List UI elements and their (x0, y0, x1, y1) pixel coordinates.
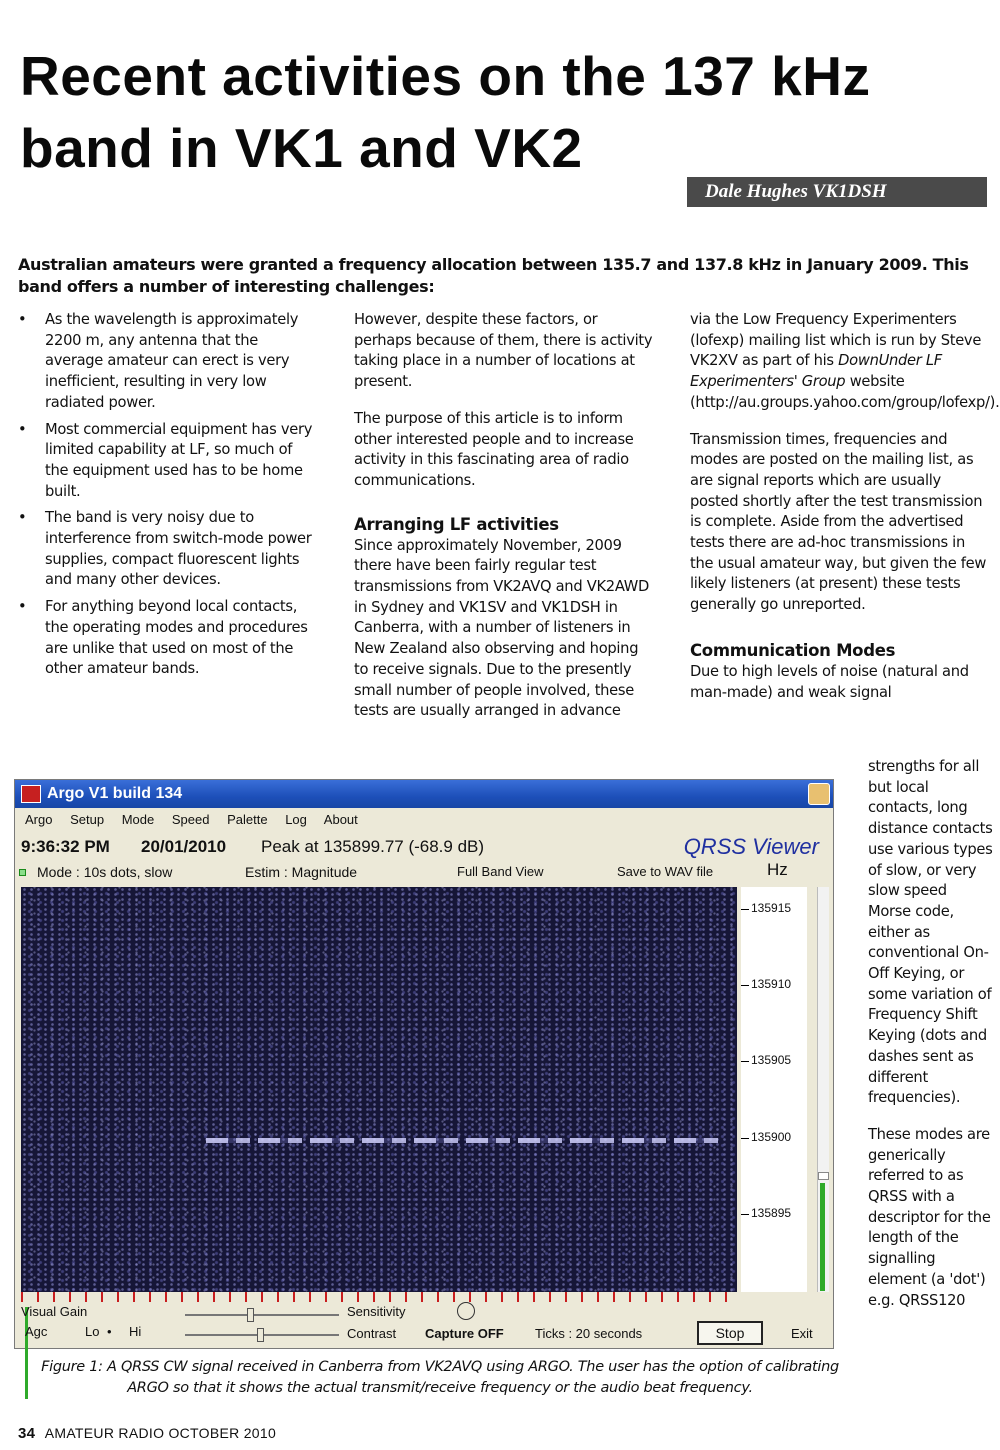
save-wav-button[interactable]: Save to WAV file (617, 864, 714, 879)
hz-unit-label: Hz (767, 860, 788, 879)
bullet-text: As the wavelength is approximately 2200 m, any antenna that the average amateur can erect is very inefficient, resulting in very low radiated power. (45, 311, 299, 411)
text-run: via the Low Frequency Experimenters (lofexp) mailing list which is run by Steve VK2XV as part of his (690, 311, 982, 370)
challenges-list (18, 310, 318, 680)
title-line-1: Recent activities on the 137 kHz (20, 45, 871, 107)
contrast-slider[interactable] (185, 1334, 339, 1336)
list-item (18, 597, 318, 680)
section-heading-arranging: Arranging LF activities (354, 514, 559, 534)
status-indicator-icon (19, 869, 26, 876)
list-item (18, 508, 318, 591)
clock-time: 9:36:32 PM (21, 837, 110, 856)
section-heading-modes: Communication Modes (690, 640, 896, 660)
estim-readout: Estim : Magnitude (245, 864, 358, 880)
qrss-viewer-logo: QRSS Viewer (683, 834, 819, 859)
text-run: website (http://au.groups.yahoo.com/group/lofexp/). (690, 373, 1000, 411)
bullet-icon: • (18, 509, 27, 527)
frequency-scale (741, 887, 807, 1292)
paragraph (690, 310, 1000, 414)
article-title (20, 40, 990, 184)
menu-log[interactable]: Log (285, 812, 307, 827)
menu-argo[interactable]: Argo (25, 812, 53, 827)
paragraph: These modes are generically referred to as QRSS with a descriptor for the length of the signalling element (a 'dot') e.g. QRSS120 (868, 1125, 991, 1309)
menu-setup[interactable]: Setup (70, 812, 105, 827)
paragraph: Due to high levels of noise (natural and man-made) and weak signal (690, 662, 969, 701)
slider-knob[interactable] (247, 1308, 254, 1322)
mode-readout: Mode : 10s dots, slow (37, 864, 173, 880)
scale-tick (741, 985, 749, 986)
paragraph: However, despite these factors, or perhaps because of them, there is activity taking place in a number of locations at present. (354, 311, 653, 391)
slider-knob[interactable] (257, 1328, 264, 1342)
freq-label: 135910 (751, 977, 792, 991)
page-number: 34 (18, 1425, 36, 1442)
agc-lo-option[interactable]: Lo (85, 1324, 100, 1339)
column-1 (18, 310, 318, 686)
peak-readout: Peak at 135899.77 (-68.9 dB) (261, 837, 485, 856)
bullet-icon: • (18, 420, 27, 438)
argo-window (14, 779, 834, 1349)
freq-label: 135900 (751, 1130, 792, 1144)
column-2 (354, 310, 654, 738)
column-3 (690, 310, 1000, 719)
capture-status[interactable]: Capture OFF (425, 1326, 504, 1341)
scale-tick (741, 909, 749, 910)
agc-hi-option[interactable]: Hi (129, 1324, 142, 1339)
close-icon[interactable] (808, 783, 830, 805)
clock-date: 20/01/2010 (141, 837, 227, 856)
time-tick-marks (21, 1292, 737, 1302)
bullet-text: For anything beyond local contacts, the operating modes and procedures are unlike that used on most of the other amateur bands. (45, 598, 308, 678)
vertical-scrollbar[interactable] (817, 887, 829, 1292)
list-item (18, 310, 318, 414)
sensitivity-label: Sensitivity (347, 1304, 406, 1319)
argo-titlebar[interactable] (15, 780, 833, 808)
bullet-text: The band is very noisy due to interference from switch-mode power supplies, compact fluorescent lights and many other devices. (45, 509, 312, 589)
author-byline: Dale Hughes VK1DSH (687, 177, 987, 207)
paragraph: Transmission times, frequencies and modes are posted on the mailing list, as are signal reports which are usually posted shortly after the test transmission is complete. Aside from the advertised tests there are ad-hoc transmissions in the usual amateur way, but given the few likely listeners (at present) these tests generally go unreported. (690, 430, 987, 614)
scale-tick (741, 1138, 749, 1139)
menu-about[interactable]: About (323, 812, 358, 827)
freq-label: 135915 (751, 901, 792, 915)
argo-controls (15, 1302, 835, 1350)
list-item (18, 420, 318, 503)
radio-dot-icon: • (107, 1324, 112, 1339)
qrss-signal-trace (206, 1138, 721, 1143)
paragraph: Since approximately November, 2009 there have been fairly regular test transmissions from VK2AVQ and VK2AWD in Sydney and VK1SV and VK1DSH in Canberra, with a number of listeners in New Zealand also observing and hoping to receive signals. Due to the presently small number of people involved, these tests are usually arranged in advance (354, 536, 650, 720)
argo-window-title: Argo V1 build 134 (47, 785, 183, 802)
signal-level-bar (820, 1183, 825, 1291)
spectrogram-waterfall (21, 887, 737, 1292)
paragraph: The purpose of this article is to inform other interested people and to increase activity in this fascinating area of radio communications. (354, 409, 634, 489)
ticks-readout: Ticks : 20 seconds (535, 1326, 643, 1341)
scale-tick (741, 1214, 749, 1215)
intro-paragraph: Australian amateurs were granted a frequency allocation between 135.7 and 137.8 kHz in January 2009. This band offers a number of interesting challenges: (18, 255, 969, 296)
full-band-view-button[interactable]: Full Band View (457, 864, 544, 879)
freq-label: 135895 (751, 1206, 792, 1220)
contrast-label: Contrast (347, 1326, 397, 1341)
argo-menubar (15, 808, 833, 832)
freq-label: 135905 (751, 1053, 792, 1067)
visual-gain-label: Visual Gain (21, 1304, 88, 1319)
stop-button[interactable]: Stop (697, 1321, 763, 1345)
sensitivity-slider[interactable] (185, 1314, 339, 1316)
bullet-icon: • (18, 311, 27, 328)
menu-speed[interactable]: Speed (171, 812, 210, 827)
figure-caption: Figure 1: A QRSS CW signal received in Canberra from VK2AVQ using ARGO. The user has the option of calibrating ARGO so that it shows the actual transmit/receive frequency or the audio beat frequency. (41, 1359, 839, 1396)
scale-tick (741, 1061, 749, 1062)
menu-palette[interactable]: Palette (227, 812, 268, 827)
title-line-2: band in VK1 and VK2 (20, 117, 583, 179)
magazine-issue: AMATEUR RADIO OCTOBER 2010 (44, 1425, 277, 1441)
bullet-icon: • (18, 598, 27, 616)
argo-app-icon (21, 785, 41, 803)
argo-status-row (15, 832, 833, 862)
argo-mode-row (15, 862, 833, 884)
agc-label: Agc (25, 1324, 48, 1339)
bullet-text: Most commercial equipment has very limited capability at LF, so much of the equipment used has to be home built. (45, 420, 313, 500)
menu-mode[interactable]: Mode (121, 812, 155, 827)
capture-indicator-icon[interactable] (457, 1302, 475, 1320)
column-4 (868, 757, 993, 1311)
paragraph: strengths for all but local contacts, long distance contacts use various types of slow, or very slow speed Morse code, either as conventional On-Off Keying, or some variation of Frequency Shift Keying (dots and dashes sent as different frequencies). (868, 758, 993, 1107)
exit-button[interactable]: Exit (791, 1326, 813, 1341)
scroll-thumb[interactable] (818, 1172, 829, 1180)
page-footer (18, 1425, 276, 1442)
group-name: DownUnder LF Experimenters' Group (690, 352, 942, 391)
